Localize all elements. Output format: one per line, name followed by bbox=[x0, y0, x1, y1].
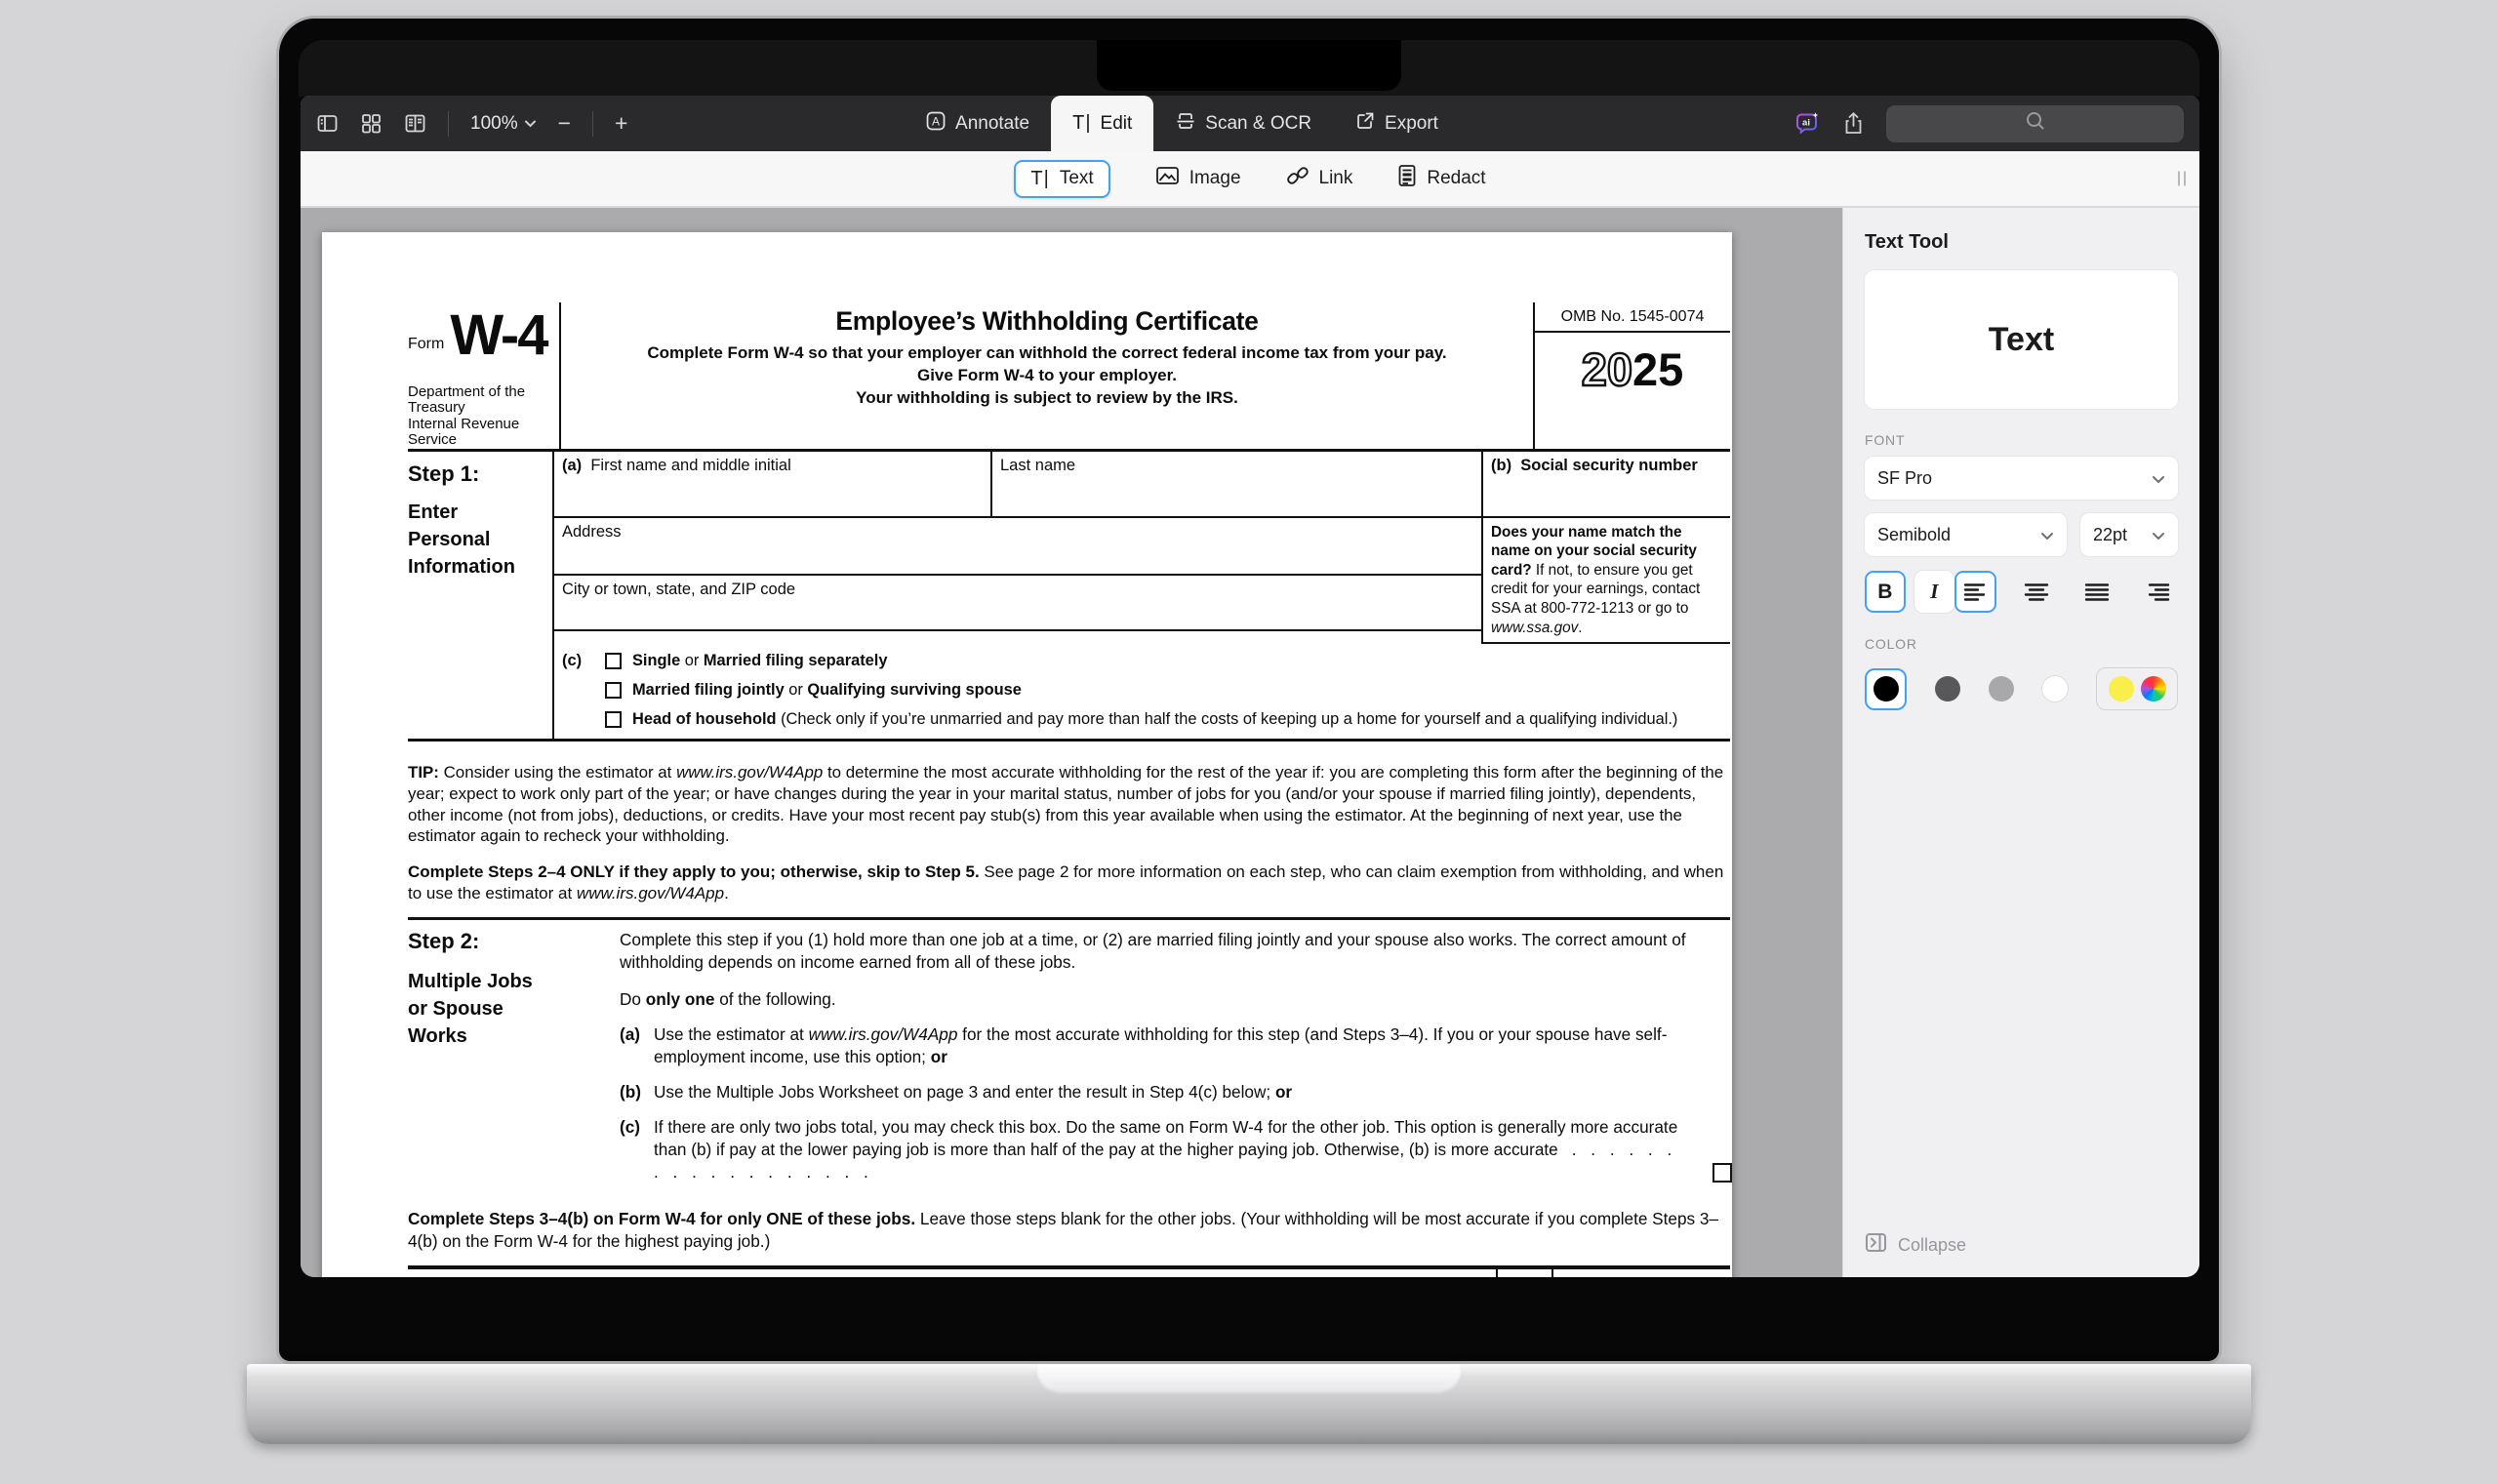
form-header-right bbox=[1533, 302, 1730, 449]
step2-intro: Complete this step if you (1) hold more than one job at a time, or (2) are married filing jointly and your spouse also works. The correct amount of withholding depends on income earned from all of these jobs. bbox=[620, 929, 1686, 972]
collapse-label: Collapse bbox=[1898, 1234, 1967, 1255]
form-word: Form bbox=[408, 335, 445, 352]
form-header bbox=[408, 302, 1730, 452]
color-swatches bbox=[1865, 667, 2178, 710]
step2-option-c: (c) If there are only two jobs total, you may check this box. Do the same on Form W-4 for the other job. This option is generally more accurate than (b) if pay at the lower paying job is more than half of the pay at the higher paying job. Otherwise, (b) is more accurate . . . . . . . . . . . . . . . . . . bbox=[620, 1116, 1730, 1183]
step2-option-a: (a) Use the estimator at www.irs.gov/W4App for the most accurate withholding for this step (and Steps 3–4). If you or your spouse have self-employment income, use this option; or bbox=[620, 1023, 1668, 1066]
dept-line1: Department of the Treasury bbox=[408, 382, 526, 417]
two-page-icon bbox=[404, 112, 426, 135]
field-last-name[interactable]: Last name bbox=[990, 452, 1481, 516]
share-button[interactable] bbox=[1842, 111, 1865, 136]
form-number: W-4 bbox=[450, 303, 547, 367]
step1-label: Step 1: Enter Personal Information bbox=[408, 461, 515, 578]
annotate-icon bbox=[925, 110, 947, 138]
form-subtitle2: Give Form W-4 to your employer. bbox=[916, 366, 1178, 384]
font-section-label: FONT bbox=[1865, 432, 1906, 448]
camera-notch bbox=[1097, 40, 1401, 91]
tab-label: Scan & OCR bbox=[1205, 112, 1312, 134]
scanner-icon bbox=[1175, 110, 1196, 138]
form-header-center bbox=[559, 302, 1533, 449]
tool-label: Redact bbox=[1427, 168, 1486, 188]
field-city[interactable]: City or town, state, and ZIP code bbox=[554, 576, 1481, 631]
panel-resize-grip[interactable] bbox=[2178, 172, 2186, 186]
align-left-button[interactable] bbox=[1954, 571, 1996, 613]
tool-label: Text bbox=[1059, 168, 1094, 188]
tip-paragraph: TIP: Consider using the estimator at www.irs.gov/W4App to determine the most accurate withholding for the rest of the year if: you are completing this form after the beginning of the year; expect to work only part of the year; or have changes during the year in your marital status, number of jobs for you (and/or your spouse if married filing jointly), dependents, other income (not from jobs), deductions, or credits. Have your most recent pay stub(s) from this year available when using the estimator. At the beginning of next year, use the estimator again to recheck your withholding. bbox=[408, 763, 1724, 846]
redact-icon bbox=[1397, 164, 1417, 193]
option-single: Single or Married filing separately bbox=[605, 652, 1677, 670]
text-cursor-icon: T| bbox=[1072, 112, 1092, 134]
color-extra-group bbox=[2096, 667, 2178, 710]
text-tool-icon: T| bbox=[1030, 167, 1050, 189]
form-title: Employee’s Withholding Certificate bbox=[835, 306, 1259, 336]
section-rule bbox=[408, 917, 1730, 920]
checkbox-single[interactable] bbox=[605, 653, 622, 669]
image-icon bbox=[1155, 165, 1180, 192]
checkbox-head-of-household[interactable] bbox=[605, 711, 622, 728]
tool-image[interactable] bbox=[1155, 165, 1241, 192]
svg-text:A: A bbox=[932, 114, 941, 128]
tab-label: Edit bbox=[1100, 112, 1133, 134]
toolbar-right-group bbox=[1794, 105, 2184, 142]
alignment-group bbox=[1954, 571, 2178, 613]
mode-tabs bbox=[904, 96, 1460, 151]
color-dark-gray[interactable] bbox=[1935, 676, 1960, 702]
step1-section bbox=[408, 452, 1730, 742]
toolbar-divider bbox=[592, 111, 593, 137]
chevron-down-icon bbox=[2040, 525, 2054, 545]
field-ssn[interactable]: (b) Social security number bbox=[1481, 452, 1730, 516]
w4-form bbox=[408, 302, 1730, 1277]
font-size-value: 22pt bbox=[2093, 524, 2128, 544]
checkbox-two-jobs[interactable] bbox=[1712, 1163, 1732, 1183]
tab-scan-ocr[interactable] bbox=[1153, 96, 1333, 151]
black-swatch bbox=[1874, 676, 1899, 702]
edit-tools-bar bbox=[301, 151, 2199, 208]
option-married-jointly: Married filing jointly or Qualifying surviving spouse bbox=[605, 681, 1677, 700]
lid-opening-notch bbox=[1036, 1364, 1462, 1395]
zoom-level-value: 100% bbox=[470, 112, 518, 134]
align-right-button[interactable] bbox=[2136, 571, 2178, 613]
two-page-view-button[interactable] bbox=[404, 112, 426, 135]
text-style-preview bbox=[1865, 270, 2178, 409]
ai-sparkle-icon bbox=[1794, 110, 1821, 137]
sidebar-icon bbox=[316, 112, 339, 135]
steps-3-4-note: Complete Steps 3–4(b) on Form W-4 for only ONE of these jobs. Leave those steps blank for the other jobs. (Your withholding will be most accurate if you complete Steps 3–4(b) on the Form W-4 for the highest paying job.) bbox=[408, 1208, 1719, 1251]
field-first-name[interactable]: (a) First name and middle initial bbox=[562, 456, 791, 474]
font-weight-select[interactable] bbox=[1865, 513, 2067, 556]
color-black-selected[interactable] bbox=[1865, 668, 1907, 710]
dept-line2: Internal Revenue Service bbox=[408, 415, 520, 449]
thumbnails-view-button[interactable] bbox=[360, 112, 383, 135]
sidebar-toggle-button[interactable] bbox=[316, 112, 339, 135]
align-center-button[interactable] bbox=[2015, 571, 2057, 613]
dot-leader: . . . . . . . . . . . . . . . . . . bbox=[654, 1139, 1672, 1182]
font-family-value: SF Pro bbox=[1877, 467, 1933, 488]
font-size-select[interactable] bbox=[2080, 513, 2178, 556]
tab-label: Annotate bbox=[955, 112, 1030, 134]
chevron-down-icon bbox=[2152, 525, 2165, 545]
tab-label: Export bbox=[1385, 112, 1438, 134]
chevron-down-icon bbox=[2152, 468, 2165, 489]
color-section-label: COLOR bbox=[1865, 636, 1917, 652]
toolbar-divider bbox=[448, 111, 449, 137]
link-icon bbox=[1286, 164, 1309, 193]
collapse-panel-button[interactable] bbox=[1865, 1232, 2178, 1258]
minus-icon: − bbox=[557, 110, 572, 136]
macbook-base bbox=[247, 1364, 2251, 1444]
color-white[interactable] bbox=[2042, 676, 2068, 702]
ssn-match-note: Does your name match the name on your social security card? If not, to ensure you get credit for your earnings, contact SSA at 800-772-1213 or go to www.ssa.gov. bbox=[1481, 518, 1730, 645]
font-family-select[interactable] bbox=[1865, 457, 2178, 500]
pdf-editor-window bbox=[301, 96, 2199, 1277]
option-head-of-household: Head of household (Check only if you’re unmarried and pay more than half the costs of keeping up a home for yourself and a qualifying individual.) bbox=[605, 710, 1677, 729]
toolbar-left-group bbox=[316, 111, 627, 137]
preview-text: Text bbox=[1988, 320, 2055, 358]
form-header-left bbox=[408, 302, 559, 449]
search-input[interactable] bbox=[1886, 105, 2184, 142]
font-weight-value: Semibold bbox=[1877, 524, 1952, 544]
step2-do-line: Do only one of the following. bbox=[620, 988, 836, 1009]
color-wheel-picker[interactable] bbox=[2141, 676, 2166, 702]
steps-2-4-note: Complete Steps 2–4 ONLY if they apply to you; otherwise, skip to Step 5. See page 2 for more information on each step, who can claim exemption from withholding, and when to use the estimator at www.irs.gov/W4App. bbox=[408, 862, 1724, 903]
tool-link[interactable] bbox=[1286, 164, 1353, 193]
step2-label: Step 2: Multiple Jobs or Spouse Works bbox=[408, 928, 533, 1047]
search-icon bbox=[2024, 109, 2047, 138]
grid-icon bbox=[360, 112, 383, 135]
main-toolbar bbox=[301, 96, 2199, 151]
omb-number: OMB No. 1545-0074 bbox=[1535, 302, 1730, 333]
tool-redact[interactable] bbox=[1397, 164, 1485, 193]
svg-text:ai: ai bbox=[1802, 117, 1810, 129]
tool-label: Link bbox=[1318, 168, 1353, 188]
export-icon bbox=[1354, 110, 1376, 138]
step2-section bbox=[408, 929, 1730, 1183]
form-subtitle1: Complete Form W-4 so that your employer can withhold the correct federal income tax from your pay. bbox=[647, 343, 1447, 362]
ai-assistant-button[interactable] bbox=[1794, 110, 1821, 137]
filing-status-row: (c) Single or Married filing separately Married filing jointly or Qualifying surviving spouse Head of household (Check only if you’re unmarried and pay more than half the costs of keeping up a home for yourself and a qualifying individual.) bbox=[562, 652, 1678, 729]
zoom-out-button[interactable] bbox=[558, 112, 571, 135]
share-icon bbox=[1842, 111, 1865, 136]
step2-option-b: (b) Use the Multiple Jobs Worksheet on page 3 and enter the result in Step 4(c) below; or bbox=[620, 1081, 1293, 1102]
tool-label: Image bbox=[1189, 168, 1241, 188]
screen-top-band bbox=[299, 40, 2199, 97]
tool-text[interactable] bbox=[1014, 160, 1109, 198]
color-yellow[interactable] bbox=[2109, 676, 2134, 702]
italic-button[interactable]: I bbox=[1914, 571, 1954, 613]
panel-title: Text Tool bbox=[1865, 231, 1949, 253]
tab-annotate[interactable] bbox=[904, 96, 1051, 151]
color-gray[interactable] bbox=[1989, 676, 2014, 702]
align-justify-button[interactable] bbox=[2075, 571, 2117, 613]
form-subtitle3: Your withholding is subject to review by the IRS. bbox=[856, 388, 1238, 407]
plus-icon: + bbox=[615, 110, 628, 136]
field-address[interactable]: Address bbox=[554, 518, 1481, 576]
checkbox-married-jointly[interactable] bbox=[605, 682, 622, 699]
pdf-page[interactable] bbox=[322, 232, 1732, 1277]
macbook-screen bbox=[276, 16, 2222, 1364]
form-next-row-stub bbox=[408, 1269, 1730, 1277]
collapse-icon bbox=[1865, 1232, 1887, 1258]
tab-edit[interactable] bbox=[1051, 96, 1153, 151]
text-tool-panel bbox=[1842, 208, 2199, 1277]
chevron-down-icon bbox=[524, 119, 537, 128]
tab-export[interactable] bbox=[1333, 96, 1460, 151]
form-year: 2025 bbox=[1581, 343, 1684, 395]
zoom-level-dropdown[interactable] bbox=[470, 113, 537, 135]
zoom-in-button[interactable] bbox=[615, 112, 627, 135]
bold-button[interactable]: B bbox=[1865, 571, 1906, 613]
document-viewer[interactable] bbox=[301, 208, 1842, 1277]
